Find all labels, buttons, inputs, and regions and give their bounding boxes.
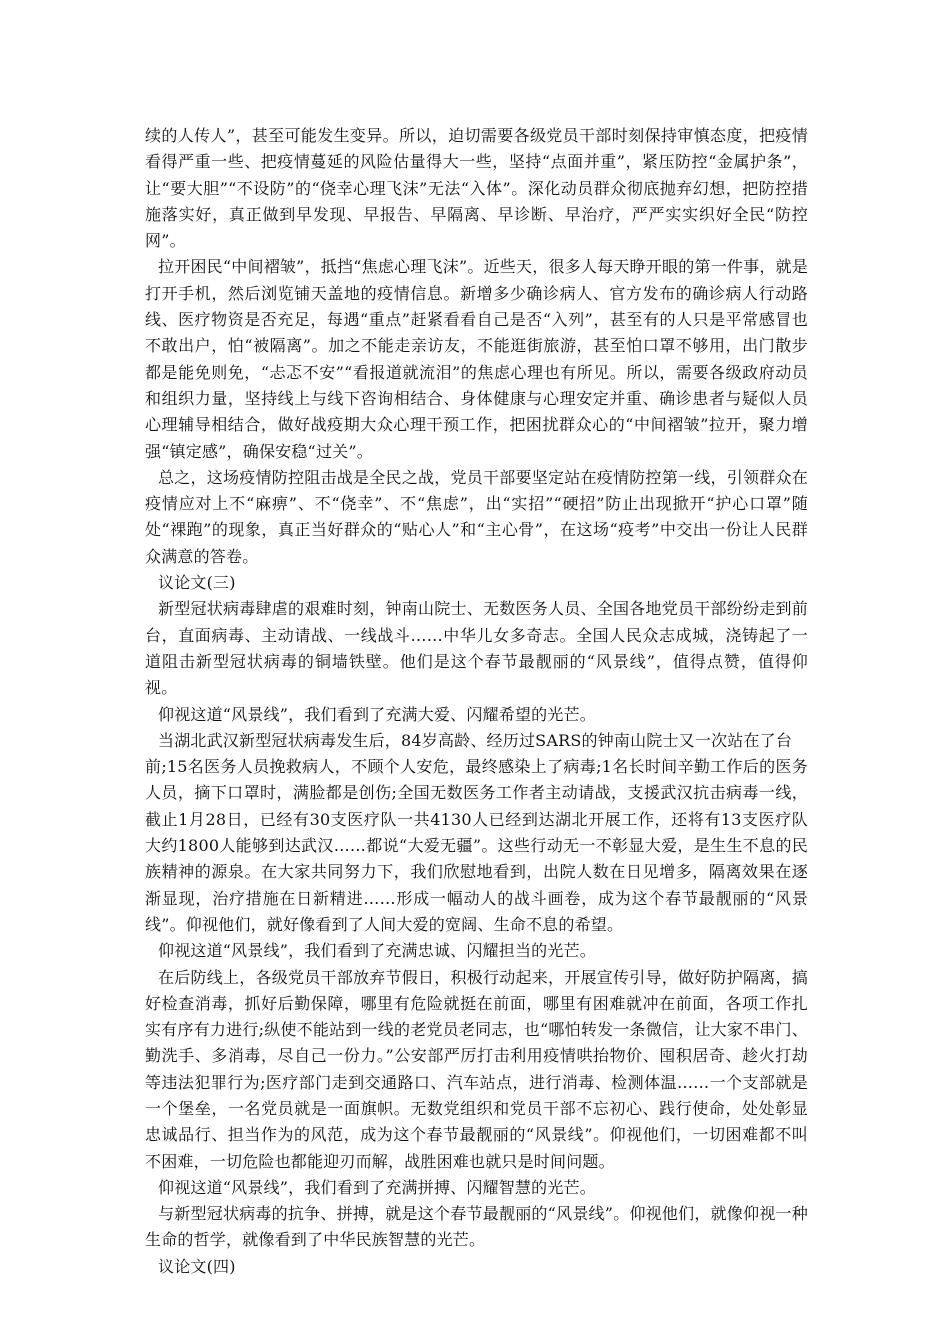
paragraph-anxiety: 拉开困民“中间褶皱”，抵挡“焦虑心理飞沫”。近些天，很多人每天睁开眼的第一件事，就是打开手机，然后浏览铺天盖地的疫情信息。新增多少确诊病人、官方发布的确诊病人行动路线、医疗物资是否充足，每遇“重点”赶紧看看自己是否“入列”，甚至有的人只是平常感冒也不敢出户，怕“被隔离”。加之不能走亲访友，不能逛街旅游，甚至怕口罩不够用，出门散步都是能免则免，“忐忑不安”“看报道就流泪”的焦虑心理也有所见。所以，需要各级政府动员和组织力量，坚持线上与线下咨询相结合、身体健康与心理安定并重、确诊患者与疑似人员心理辅导相结合，做好战疫期大众心理干预工作，把困扰群众心的“中间褶皱”拉开，聚力增强“镇定感”，确保安稳“过关”。: [145, 257, 808, 461]
paragraph-party-members: 在后防线上，各级党员干部放弃节假日，积极行动起来，开展宣传引导，做好防护隔离，搞好检查消毒，抓好后勤保障，哪里有危险就挺在前面，哪里有困难就冲在前面，各项工作扎实有序有力进行;纵使不能站到一线的老党员老同志，也“哪怕转发一条微信，让大家不串门、勤洗手、多消毒，尽自己一份力。”公安部严厉打击利用疫情哄抬物价、囤积居奇、趁火打劫等违法犯罪行为;医疗部门走到交通路口、汽车站点，进行消毒、检测体温……一个支部就是一个堡垒，一名党员就是一面旗帜。无数党组织和党员干部不忘初心、践行使命，处处彰显忠诚品行、担当作为的风范，成为这个春节最靓丽的“风景线”。仰视他们，一切困难都不叫不困难，一切危险也都能迎刃而解，战胜困难也就只是时间问题。: [145, 967, 808, 1171]
paragraph-conclusion: 总之，这场疫情防控阻击战是全民之战，党员干部要坚定站在疫情防控第一线，引领群众在疫情应对上不“麻痹”、不“侥幸”、不“焦虑”，出“实招”“硬招”防止出现掀开“护心口罩”随处“裸跑”的现象，真正当好群众的“贴心人”和“主心骨”，在这场“疫考”中交出一份让人民群众满意的答卷。: [145, 467, 808, 566]
paragraph-view-wisdom: 仰视这道“风景线”，我们看到了充满拼搏、闪耀智慧的光芒。: [158, 1177, 596, 1197]
paragraph-struggle: 与新型冠状病毒的抗争、拼搏，就是这个春节最靓丽的“风景线”。仰视他们，就像仰视一种生命的哲学，就像看到了中华民族智慧的光芒。: [145, 1204, 808, 1250]
document-body: [145, 123, 808, 1280]
section-heading-3: 议论文(三): [158, 573, 236, 593]
section-heading-4: 议论文(四): [158, 1256, 236, 1276]
paragraph-view-love: 仰视这道“风景线”，我们看到了充满大爱、闪耀希望的光芒。: [158, 704, 596, 724]
paragraph-intro: 新型冠状病毒肆虐的艰难时刻，钟南山院士、无数医务人员、全国各地党员干部纷纷走到前台，直面病毒、主动请战、一线战斗……中华儿女多奇志。全国人民众志成城，浇铸起了一道阻击新型冠状病毒的铜墙铁壁。他们是这个春节最靓丽的“风景线”，值得点赞，值得仰视。: [145, 599, 808, 698]
paragraph-view-loyalty: 仰视这道“风景线”，我们看到了充满忠诚、闪耀担当的光芒。: [158, 941, 596, 961]
paragraph-wuhan-start: 当湖北武汉新型冠状病毒发生后，84岁高龄、经历过SARS的钟南山院士又一次站在了台: [158, 730, 793, 750]
paragraph-medical: 前;15名医务人员挽救病人，不顾个人安危，最终感染上了病毒;1名长时间辛勤工作后的医务人员，摘下口罩时，满脸都是创伤;全国无数医务工作者主动请战，支援武汉抗击病毒一线，截止1月28日，已经有30支医疗队一共4130人已经到达湖北开展工作，还将有13支医疗队大约1800人能够到达武汉……都说“大爱无疆”。这些行动无一不彰显大爱，是生生不息的民族精神的源泉。在大家共同努力下，我们欣慰地看到，出院人数在日见增多，隔离效果在逐渐显现，治疗措施在日新精进……形成一幅动人的战斗画卷，成为这个春节最靓丽的“风景线”。仰视他们，就好像看到了人间大爱的宽阔、生命不息的希望。: [145, 757, 808, 934]
paragraph-continuation: 续的人传人”，甚至可能发生变异。所以，迫切需要各级党员干部时刻保持审慎态度，把疫情看得严重一些、把疫情蔓延的风险估量得大一些，坚持“点面并重”，紧压防控“金属护条”，让“要大胆”“不设防”的“侥幸心理飞沫”无法“入体”。深化动员群众彻底抛弃幻想，把防控措施落实好，真正做到早发现、早报告、早隔离、早诊断、早治疗，严严实实织好全民“防控网”。: [145, 126, 808, 251]
